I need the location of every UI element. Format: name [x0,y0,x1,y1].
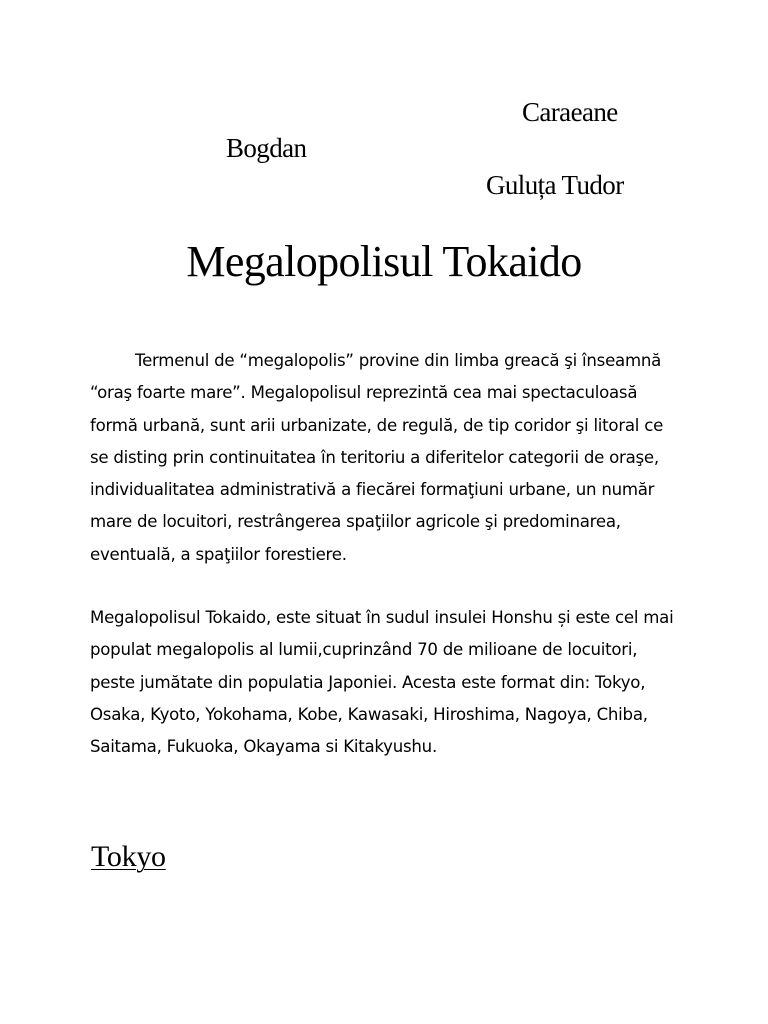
document-title: Megalopolisul Tokaido [186,237,582,286]
author-name: Guluța Tudor [486,170,624,200]
paragraph-intro: Termenul de “megalopolis” provine din limba greacă şi înseamnă “oraş foarte mare”. Megalopolisul reprezintă cea mai spectaculoasă formă urbană, sunt arii urbanizate, de regulă, de tip coridor şi litoral ce se disting prin continuitatea în teritoriu a diferitelor categorii de oraşe, individualitatea administrativă a fiecărei formaţiuni urbane, un număr mare de locuitori, restrângerea spaţiilor agricole şi predominarea, eventuală, a spaţiilor forestiere. [90,351,664,564]
author-name: Bogdan [226,133,307,163]
author-name: Caraeane [522,97,618,127]
paragraph-tokaido: Megalopolisul Tokaido, este situat în sudul insulei Honshu și este cel mai populat megalopolis al lumii,cuprinzând 70 de milioane de locuitori, peste jumătate din populatia Japoniei. Acesta este format din: Tokyo, Osaka, Kyoto, Yokohama, Kobe, Kawasaki, Hiroshima, Nagoya, Chiba, Saitama, Fukuoka, Okayama si Kitakyushu. [90,608,674,757]
section-heading: Tokyo [91,840,166,873]
